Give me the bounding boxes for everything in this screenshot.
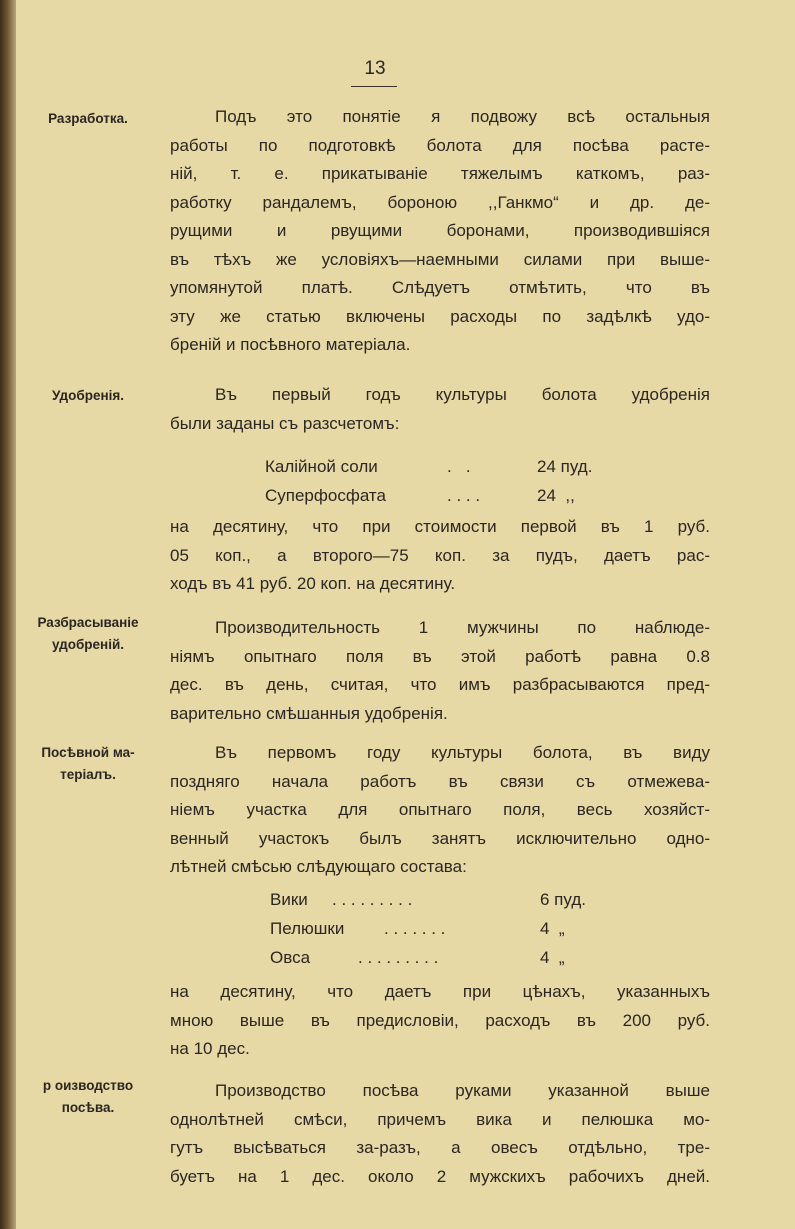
seed-item-amount: 4 „ xyxy=(540,948,565,967)
text-line: Производительность 1 мужчины по наблюде- xyxy=(215,618,710,637)
seed-item-name: Пелюшки xyxy=(270,919,345,938)
text-line: рущими и рвущими боронами, производившіяся xyxy=(170,221,710,240)
margin-heading-razrabotka: Разработка. xyxy=(48,111,128,126)
paragraph-razbrasyvanie xyxy=(170,614,710,728)
fertilizer-item-name: Суперфосфата xyxy=(265,486,386,505)
fertilizer-item-amount: 24 пуд. xyxy=(537,457,593,476)
text-line: эту же статью включены расходы по задѣлкѣ удо- xyxy=(170,306,710,326)
margin-heading-posevnoy xyxy=(18,742,158,786)
text-line: варительно смѣшанныя удобренія. xyxy=(170,703,448,723)
text-line: въ тѣхъ же условіяхъ—наемными силами при выше- xyxy=(170,249,710,269)
text-line: на десятину, что при стоимости первой въ 1 руб. xyxy=(170,517,710,536)
text-line: Производство посѣва руками указанной выше xyxy=(215,1081,710,1100)
seed-item-amount: 4 „ xyxy=(540,919,565,938)
fertilizer-item-dots: . . xyxy=(447,457,471,476)
text-line: работы по подготовкѣ болота для посѣва расте- xyxy=(170,135,710,155)
paragraph-udobreniya-cont xyxy=(170,513,710,599)
text-line: поздняго начала работъ въ связи съ отмежева- xyxy=(170,771,710,791)
paragraph-posevnoy xyxy=(170,739,710,882)
text-line: были заданы съ разсчетомъ: xyxy=(170,413,400,433)
text-line: Въ первый годъ культуры болота удобренія xyxy=(215,385,710,404)
seed-item-name: Овса xyxy=(270,948,311,967)
margin-heading-line: Посѣвной ма- xyxy=(41,745,135,760)
seed-item-dots: . . . . . . . xyxy=(384,919,446,938)
text-line: Подъ это понятіе я подвожу всѣ остальныя xyxy=(215,107,710,126)
margin-heading-line: Разбрасываніе xyxy=(37,615,139,630)
seed-item-name: Вики xyxy=(270,890,308,909)
text-line: ній, т. е. прикатываніе тяжелымъ каткомъ, раз- xyxy=(170,164,710,183)
text-line: на 10 дес. xyxy=(170,1039,250,1058)
text-line: гутъ высѣваться за-разъ, а овесъ отдѣльно, тре- xyxy=(170,1138,710,1157)
paragraph-proizvodstvo xyxy=(170,1077,710,1191)
margin-heading-line: теріалъ. xyxy=(60,767,116,782)
seed-item-amount: 6 пуд. xyxy=(540,890,586,909)
margin-heading-line: посѣва. xyxy=(61,1100,115,1115)
text-line: мною выше въ предисловіи, расходъ въ 200 руб. xyxy=(170,1010,710,1030)
fertilizer-item-name: Калійной соли xyxy=(265,457,378,476)
text-line: лѣтней смѣсью слѣдующаго состава: xyxy=(170,857,467,876)
book-spine-shadow xyxy=(0,0,16,1229)
seed-item-dots: . . . . . . . . . xyxy=(358,948,439,967)
text-line: упомянутой платѣ. Слѣдуетъ отмѣтить, что въ xyxy=(170,278,710,297)
text-line: Въ первомъ году культуры болота, въ виду xyxy=(215,743,710,762)
seed-item-dots: . . . . . . . . . xyxy=(332,890,413,909)
paragraph-posevnoy-cont xyxy=(170,978,710,1064)
page-number-rule xyxy=(351,86,397,87)
text-line: буетъ на 1 дес. около 2 мужскихъ рабочихъ дней. xyxy=(170,1166,710,1186)
text-line: работку рандалемъ, бороною ,,Ганкмо“ и др. де- xyxy=(170,192,710,212)
text-line: венный участокъ былъ занятъ исключительно одно- xyxy=(170,828,710,848)
margin-heading-line: р оизводство xyxy=(42,1078,134,1093)
paragraph-razrabotka xyxy=(170,103,710,360)
text-line: дес. въ день, считая, что имъ разбрасываются пред- xyxy=(170,675,710,694)
text-line: ніемъ участка для опытнаго поля, весь хозяйст- xyxy=(170,800,710,819)
paragraph-udobreniya xyxy=(170,381,710,438)
fertilizer-item-dots: . . . . xyxy=(447,486,481,505)
text-line: однолѣтней смѣси, причемъ вика и пелюшка мо- xyxy=(170,1109,710,1129)
margin-heading-line: удобреній. xyxy=(51,637,125,652)
text-line: ходъ въ 41 руб. 20 коп. на десятину. xyxy=(170,574,456,593)
margin-heading-udobreniya: Удобренія. xyxy=(52,388,124,403)
text-line: бреній и посѣвного матеріала. xyxy=(170,335,411,354)
fertilizer-item-amount: 24 ,, xyxy=(537,486,575,505)
page-number: 13 xyxy=(364,58,386,79)
margin-heading-razbrasyvanie xyxy=(18,612,158,656)
text-line: на десятину, что даетъ при цѣнахъ, указанныхъ xyxy=(170,982,710,1001)
text-line: 05 коп., а второго—75 коп. за пудъ, даетъ рас- xyxy=(170,545,710,565)
text-line: ніямъ опытнаго поля въ этой работѣ равна 0.8 xyxy=(170,646,710,666)
margin-heading-proizvodstvo xyxy=(18,1075,158,1119)
